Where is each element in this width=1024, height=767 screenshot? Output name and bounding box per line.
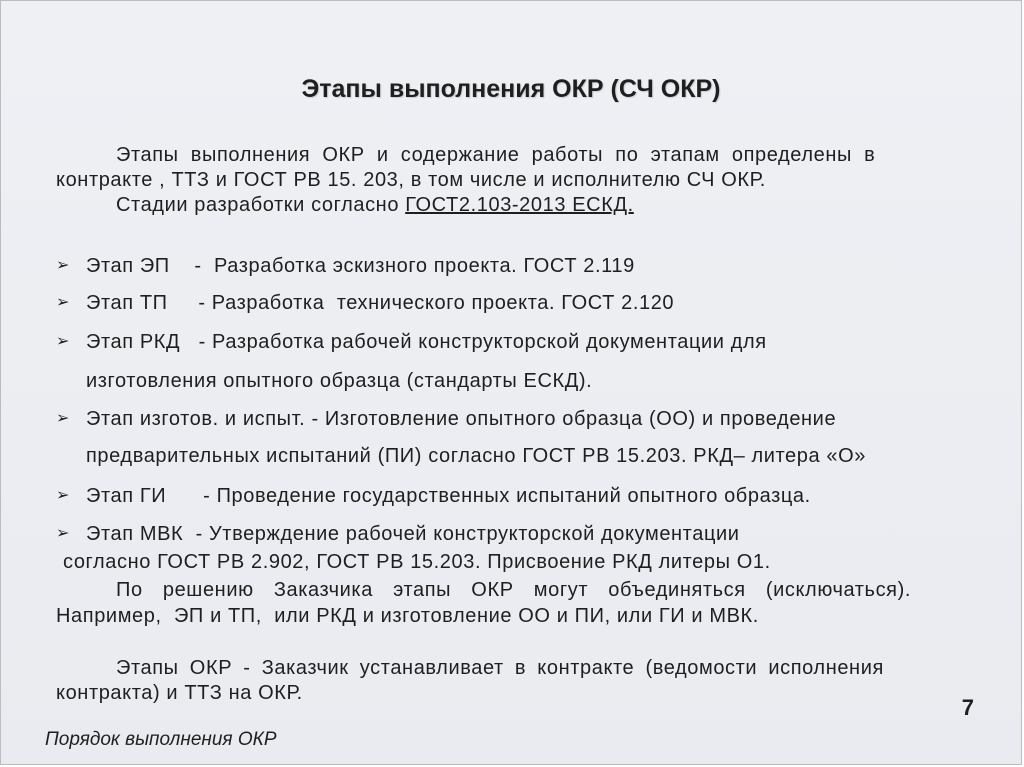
list-item-text: Этап ТП - Разработка технического проекта. ГОСТ 2.120 (86, 292, 675, 314)
list-item-text: Этап ГИ - Проведение государственных испытаний опытного образца. (86, 485, 811, 507)
arrow-bullet-icon: ➢ (56, 257, 70, 274)
arrow-bullet-icon: ➢ (56, 410, 70, 427)
footer-caption: Порядок выполнения ОКР (45, 729, 277, 750)
arrow-bullet-icon: ➢ (56, 333, 70, 350)
slide-title: Этапы выполнения ОКР (СЧ ОКР) (301, 75, 721, 103)
intro-line-3-prefix: Стадии разработки согласно (116, 194, 406, 216)
decision-line-1: По решению Заказчика этапы ОКР могут объединяться (исключаться). (116, 579, 912, 601)
list-item-continuation: предварительных испытаний (ПИ) согласно ГОСТ РВ 15.203. РКД– литера «О» (86, 445, 866, 467)
page-number: 7 (961, 695, 974, 720)
list-item-text: Этап ЭП - Разработка эскизного проекта. ГОСТ 2.119 (86, 255, 635, 277)
intro-line-1: Этапы выполнения ОКР и содержание работы по этапам определены в (116, 144, 876, 166)
closing-line-2: контракта) и ТТЗ на ОКР. (56, 682, 303, 704)
arrow-bullet-icon: ➢ (56, 525, 70, 542)
intro-line-3 (116, 190, 634, 220)
arrow-bullet-icon: ➢ (56, 294, 70, 311)
list-item-text: Этап изготов. и испыт. - Изготовление опытного образца (ОО) и проведение (86, 408, 837, 430)
closing-line-1: Этапы ОКР - Заказчик устанавливает в контракте (ведомости исполнения (116, 657, 884, 679)
decision-line-2: Например, ЭП и ТП, или РКД и изготовление ОО и ПИ, или ГИ и МВК. (56, 605, 759, 627)
gost-link[interactable]: ГОСТ2.103-2013 ЕСКД. (405, 194, 634, 216)
mvk-continuation: согласно ГОСТ РВ 2.902, ГОСТ РВ 15.203. Присвоение РКД литеры О1. (63, 551, 771, 573)
intro-line-2: контракте , ТТЗ и ГОСТ РВ 15. 203, в том числе и исполнителю СЧ ОКР. (56, 169, 766, 191)
list-item-text: Этап МВК - Утверждение рабочей конструкторской документации (86, 523, 740, 545)
list-item-continuation: изготовления опытного образца (стандарты ЕСКД). (86, 370, 593, 392)
arrow-bullet-icon: ➢ (56, 487, 70, 504)
list-item-text: Этап РКД - Разработка рабочей конструкторской документации для (86, 331, 767, 353)
